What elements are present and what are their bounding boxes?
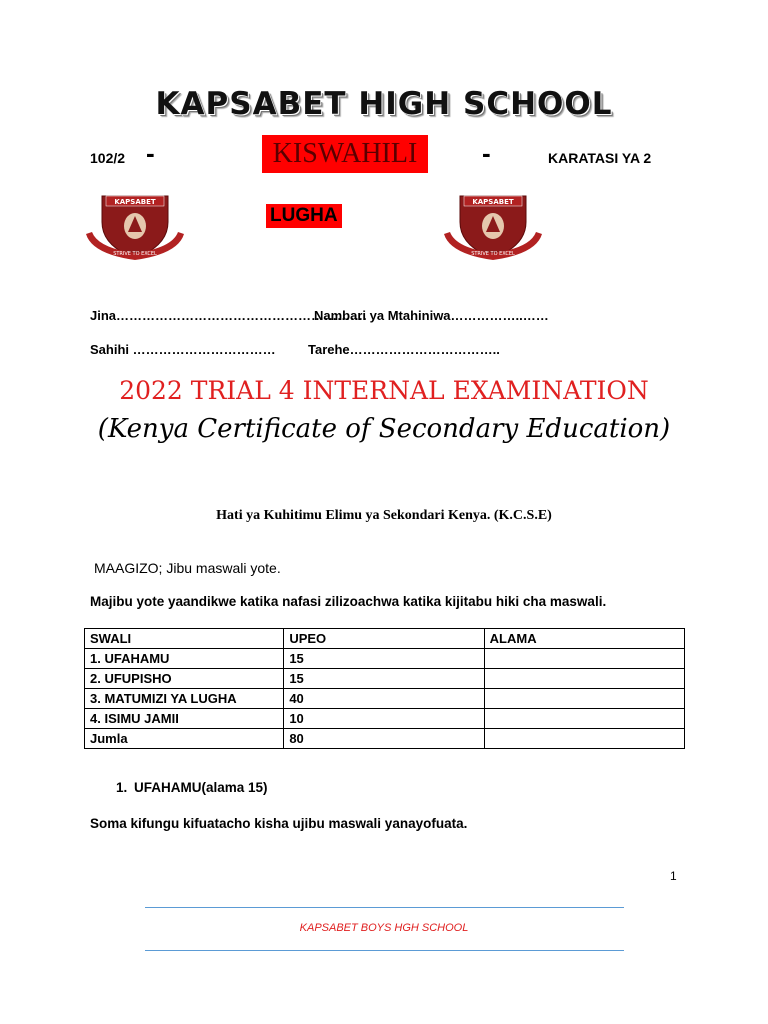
footer-rule-top (145, 907, 624, 908)
exam-swahili-title: Hati ya Kuhitimu Elimu ya Sekondari Kenya. (K.C.S.E) (216, 508, 552, 523)
subject-title (262, 135, 428, 173)
table-row (85, 649, 685, 669)
school-crest-right (442, 192, 544, 262)
table-row (85, 709, 685, 729)
crest-motto-text: STRIVE TO EXCEL (113, 251, 157, 257)
crest-banner-text: KAPSABET (472, 198, 514, 206)
table-cell-upeo: 40 (284, 689, 484, 709)
signature-field[interactable]: Sahihi …………………………… (90, 342, 276, 357)
table-header-row (85, 629, 685, 649)
table-cell-swali: 2. UFUPISHO (85, 669, 284, 689)
table-cell-swali: 3. MATUMIZI YA LUGHA (85, 689, 284, 709)
footer-rule-bottom (145, 950, 624, 951)
table-cell-upeo: 15 (284, 649, 484, 669)
table-cell-upeo: 15 (284, 669, 484, 689)
exam-subtitle: (Kenya Certificate of Secondary Education) (97, 414, 671, 444)
question-heading: UFAHAMU(alama 15) (134, 780, 268, 795)
marks-table (84, 628, 685, 749)
paper-label: KARATASI YA 2 (548, 150, 652, 166)
table-cell-alama[interactable] (484, 729, 684, 749)
table-cell-upeo: 80 (284, 729, 484, 749)
table-cell-swali: 1. UFAHAMU (85, 649, 284, 669)
table-cell-alama[interactable] (484, 709, 684, 729)
table-cell-alama[interactable] (484, 689, 684, 709)
table-row-total (85, 729, 685, 749)
table-row (85, 689, 685, 709)
exam-title: 2022 TRIAL 4 INTERNAL EXAMINATION (119, 376, 649, 405)
table-row (85, 669, 685, 689)
instructions-general: MAAGIZO; Jibu maswali yote. (94, 560, 281, 576)
separator-right: - (482, 138, 491, 168)
question-number: 1. (116, 780, 128, 795)
crest-banner-text: KAPSABET (114, 198, 156, 206)
table-header-cell: ALAMA (484, 629, 684, 649)
index-number-field[interactable]: Nambari ya Mtahiniwa……………..…… (314, 308, 549, 323)
page-number: 1 (670, 869, 677, 883)
table-cell-swali: Jumla (85, 729, 284, 749)
table-cell-upeo: 10 (284, 709, 484, 729)
table-cell-alama[interactable] (484, 649, 684, 669)
subject-label: KISWAHILI (272, 138, 418, 169)
question-instruction: Soma kifungu kifuatacho kisha ujibu maswali yanayofuata. (90, 816, 468, 831)
paper-code: 102/2 (90, 150, 126, 166)
table-header-cell: SWALI (85, 629, 284, 649)
section-title: LUGHA (266, 204, 342, 228)
table-cell-swali: 4. ISIMU JAMII (85, 709, 284, 729)
footer-text: KAPSABET BOYS HGH SCHOOL (299, 922, 469, 934)
crest-motto-text: STRIVE TO EXCEL (471, 251, 515, 257)
separator-left: - (146, 138, 155, 168)
table-cell-alama[interactable] (484, 669, 684, 689)
table-header-cell: UPEO (284, 629, 484, 649)
instructions-answers: Majibu yote yaandikwe katika nafasi zilizoachwa katika kijitabu hiki cha maswali. (90, 594, 607, 609)
school-name: KAPSABET HIGH SCHOOL (155, 86, 613, 122)
school-crest-left (84, 192, 186, 262)
name-field[interactable]: Jina…………………………………………………. (90, 308, 367, 323)
date-field[interactable]: Tarehe…………………………….. (308, 342, 500, 357)
